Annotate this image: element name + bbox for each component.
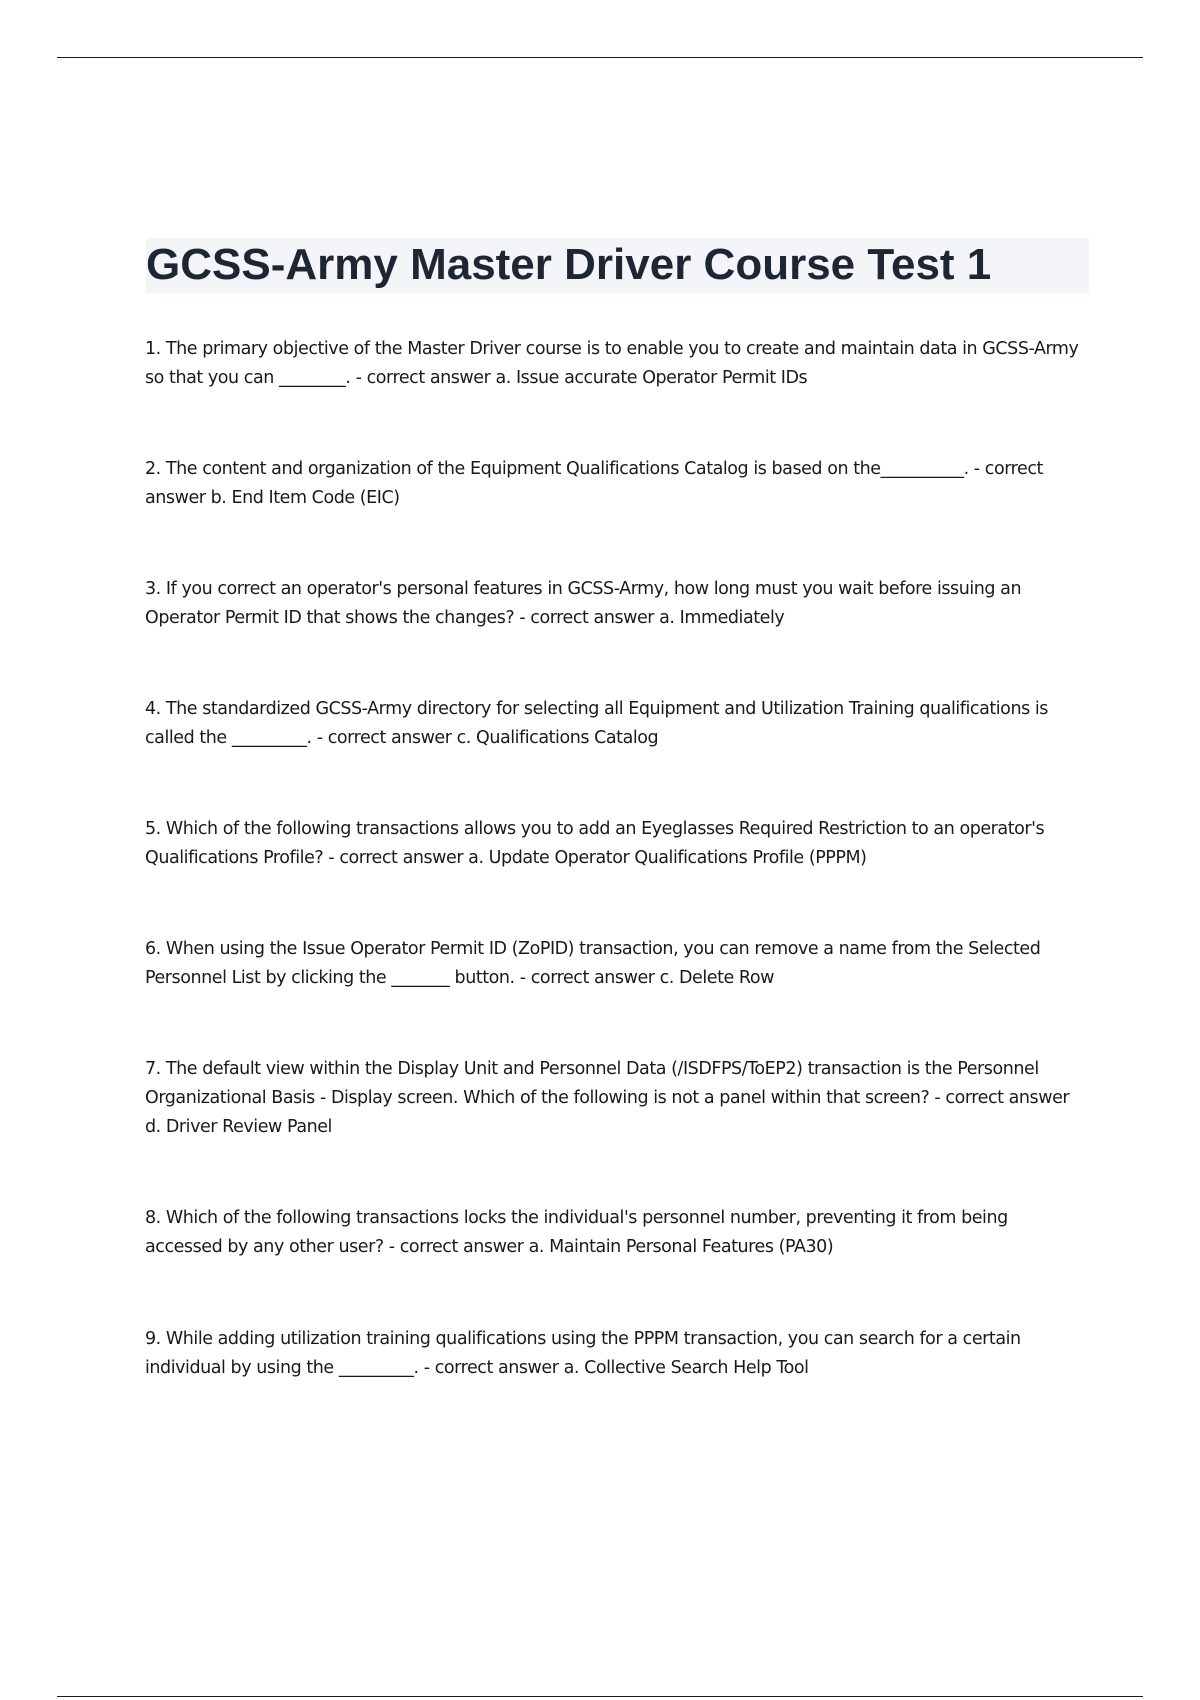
page-title: GCSS-Army Master Driver Course Test 1 xyxy=(146,240,992,289)
question-3: 3. If you correct an operator's personal features in GCSS-Army, how long must you wait before issuing an Operator Permit ID that shows the changes? - correct answer a. Immediately xyxy=(145,579,1022,628)
question-8: 8. Which of the following transactions locks the individual's personnel number, preventing it from being accessed by any other user? - correct answer a. Maintain Personal Features (PA30) xyxy=(145,1208,1008,1257)
question-5: 5. Which of the following transactions allows you to add an Eyeglasses Required Restriction to an operator's Qualifications Profile? - correct answer a. Update Operator Qualifications Profile (PPPM) xyxy=(145,819,1045,868)
question-4: 4. The standardized GCSS-Army directory for selecting all Equipment and Utilization Training qualifications is called the _________. - correct answer c. Qualifications Catalog xyxy=(145,699,1048,748)
question-1: 1. The primary objective of the Master Driver course is to enable you to create and maintain data in GCSS-Army so that you can ________. - correct answer a. Issue accurate Operator Permit IDs xyxy=(145,339,1079,388)
bottom-rule xyxy=(57,1696,1143,1697)
question-7: 7. The default view within the Display Unit and Personnel Data (/ISDFPS/ToEP2) transaction is the Personnel Organizational Basis - Display screen. Which of the following is not a panel within that screen? - correct answer d. Driver Review Panel xyxy=(145,1059,1070,1137)
top-rule xyxy=(57,57,1143,58)
title-banner xyxy=(146,238,1089,293)
question-2: 2. The content and organization of the Equipment Qualifications Catalog is based on the__________. - correct answer b. End Item Code (EIC) xyxy=(145,459,1043,508)
question-6: 6. When using the Issue Operator Permit ID (ZoPID) transaction, you can remove a name from the Selected Personnel List by clicking the _______ button. - correct answer c. Delete Row xyxy=(145,939,1041,988)
question-9: 9. While adding utilization training qualifications using the PPPM transaction, you can search for a certain individual by using the _________. - correct answer a. Collective Search Help Tool xyxy=(145,1329,1021,1378)
